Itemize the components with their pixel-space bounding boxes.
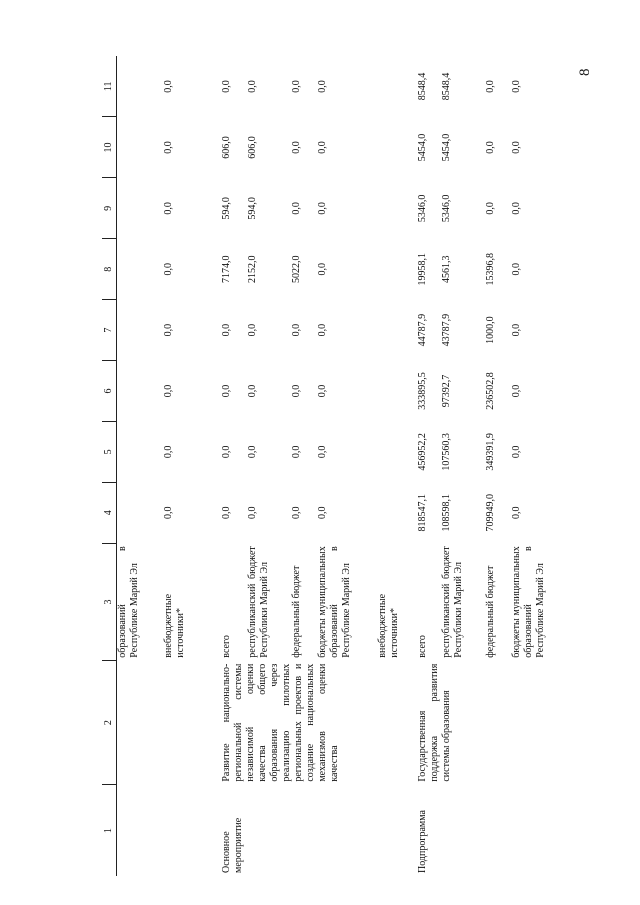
cell-kind: Подпрограмма (416, 810, 428, 873)
cell-value: 1000,0 (484, 316, 496, 344)
cell-value: 0,0 (484, 80, 496, 93)
col-header: 1 (102, 785, 117, 876)
cell-value: 0,0 (316, 323, 328, 337)
cell-value: 0,0 (316, 262, 328, 276)
cell-value: 0,0 (220, 445, 232, 459)
cell-value: 0,0 (316, 445, 328, 459)
cell-value: 44787,9 (416, 313, 428, 347)
cell-value: 0,0 (316, 141, 328, 154)
cell-source: бюджеты муниципальных образований в Республике Марий Эл (510, 546, 546, 658)
cell-source: образований в Республике Марий Эл (117, 546, 140, 658)
cell-value: 0,0 (484, 202, 496, 215)
col-header: 10 (102, 117, 117, 178)
cell-value: 0,0 (290, 445, 302, 459)
cell-value: 456952,2 (416, 433, 428, 471)
cell-source: всего (416, 635, 428, 658)
cell-value: 0,0 (220, 80, 232, 93)
cell-value: 0,0 (316, 80, 328, 93)
cell-value (375, 56, 415, 117)
col-header: 4 (102, 482, 117, 543)
cell-value: 0,0 (246, 384, 258, 398)
cell-value: 0,0 (290, 80, 302, 93)
cell-value: 709949,0 (484, 494, 496, 532)
cell-source: республиканский бюджет Республики Марий Эл (246, 546, 270, 658)
cell-value: 0,0 (162, 80, 174, 93)
cell-kind: Основное мероприятие (220, 817, 244, 873)
table-row (161, 56, 219, 876)
cell-title: Государственная поддержка развития системы образования (416, 663, 452, 782)
cell-title: Развитие национально-региональной системы независимой оценки качества общего образования через реализацию пилотных региональных проектов и создание национальных механизмов оценки качества (220, 663, 340, 782)
col-header: 8 (102, 239, 117, 300)
cell-value (375, 178, 415, 239)
cell-value: 0,0 (246, 445, 258, 459)
cell-value (117, 178, 161, 239)
cell-value: 43787,9 (440, 313, 452, 347)
cell-value: 0,0 (484, 141, 496, 154)
cell-value: 0,0 (510, 202, 522, 215)
cell-value: 0,0 (316, 384, 328, 398)
cell-value: 818547,1 (416, 494, 428, 532)
cell-value: 0,0 (246, 506, 258, 520)
col-header: 2 (102, 661, 117, 785)
cell-value (117, 482, 161, 543)
col-header: 5 (102, 421, 117, 482)
col-header: 7 (102, 300, 117, 361)
cell-value: 5454,0 (416, 133, 428, 162)
cell-value: 8548,4 (440, 72, 452, 101)
cell-value: 97392,7 (440, 374, 452, 408)
table-row (117, 56, 161, 876)
budget-table-rotated (102, 56, 546, 876)
cell-source: республиканский бюджет Республики Марий Эл (440, 546, 464, 658)
cell-source: федеральный бюджет (290, 565, 302, 658)
cell-value: 0,0 (162, 323, 174, 337)
cell-value: 5346,0 (416, 194, 428, 223)
cell-value: 0,0 (510, 384, 522, 398)
cell-source: всего (220, 635, 232, 658)
cell-title (161, 661, 219, 785)
cell-value: 0,0 (162, 384, 174, 398)
cell-value: 19958,1 (416, 252, 428, 286)
cell-value: 349391,9 (484, 433, 496, 471)
cell-value: 0,0 (316, 506, 328, 520)
cell-value (117, 56, 161, 117)
cell-value: 606,0 (220, 136, 232, 159)
cell-value (117, 239, 161, 300)
cell-value: 0,0 (246, 323, 258, 337)
cell-value: 7174,0 (220, 255, 232, 283)
cell-value: 0,0 (220, 384, 232, 398)
cell-value: 0,0 (290, 506, 302, 520)
cell-value: 0,0 (162, 141, 174, 154)
cell-value: 0,0 (246, 80, 258, 93)
cell-value: 0,0 (510, 141, 522, 154)
cell-value: 108598,1 (440, 494, 452, 532)
cell-value: 5346,0 (440, 194, 452, 223)
cell-value: 0,0 (510, 506, 522, 520)
cell-value (375, 117, 415, 178)
cell-value (117, 117, 161, 178)
page-number: 8 (577, 68, 593, 76)
cell-value (375, 361, 415, 422)
cell-value (375, 482, 415, 543)
cell-value: 0,0 (162, 445, 174, 459)
table-row (219, 56, 245, 876)
cell-value: 236502,8 (484, 372, 496, 410)
cell-value (375, 421, 415, 482)
cell-value: 107560,3 (440, 433, 452, 471)
col-header: 6 (102, 361, 117, 422)
cell-value: 0,0 (290, 141, 302, 154)
cell-title (117, 661, 161, 785)
cell-value: 0,0 (162, 202, 174, 215)
budget-table (102, 56, 565, 876)
cell-value: 15396,8 (484, 252, 496, 286)
cell-value (117, 421, 161, 482)
cell-kind (161, 785, 219, 876)
col-header: 11 (102, 56, 117, 117)
cell-value: 8548,4 (416, 72, 428, 101)
cell-value: 0,0 (290, 323, 302, 337)
cell-value: 0,0 (510, 445, 522, 459)
cell-value: 0,0 (290, 202, 302, 215)
table-row (415, 56, 439, 876)
cell-value (117, 361, 161, 422)
cell-value: 333895,5 (416, 372, 428, 410)
cell-value: 0,0 (510, 80, 522, 93)
cell-value (375, 239, 415, 300)
cell-source: внебюджетные источники* (162, 593, 186, 658)
col-header: 3 (102, 543, 117, 660)
cell-value: 0,0 (510, 323, 522, 337)
cell-value: 0,0 (220, 323, 232, 337)
cell-value (375, 300, 415, 361)
cell-value: 606,0 (246, 136, 258, 159)
cell-source: бюджеты муниципальных образований в Республике Марий Эл (316, 546, 352, 658)
cell-source: федеральный бюджет (484, 565, 496, 658)
cell-value: 594,0 (246, 197, 258, 220)
cell-value: 5454,0 (440, 133, 452, 162)
cell-kind (117, 785, 161, 876)
cell-value: 0,0 (316, 202, 328, 215)
column-number-row (102, 56, 117, 876)
cell-source: внебюджетные источники* (376, 593, 400, 658)
cell-value: 594,0 (220, 197, 232, 220)
cell-value: 0,0 (290, 384, 302, 398)
cell-value: 0,0 (162, 262, 174, 276)
col-header: 9 (102, 178, 117, 239)
cell-value: 5022,0 (290, 255, 302, 283)
cell-value: 2152,0 (246, 255, 258, 283)
cell-value: 4561,3 (440, 255, 452, 283)
cell-value: 0,0 (510, 262, 522, 276)
cell-value: 0,0 (220, 506, 232, 520)
cell-value (117, 300, 161, 361)
cell-value: 0,0 (162, 506, 174, 520)
